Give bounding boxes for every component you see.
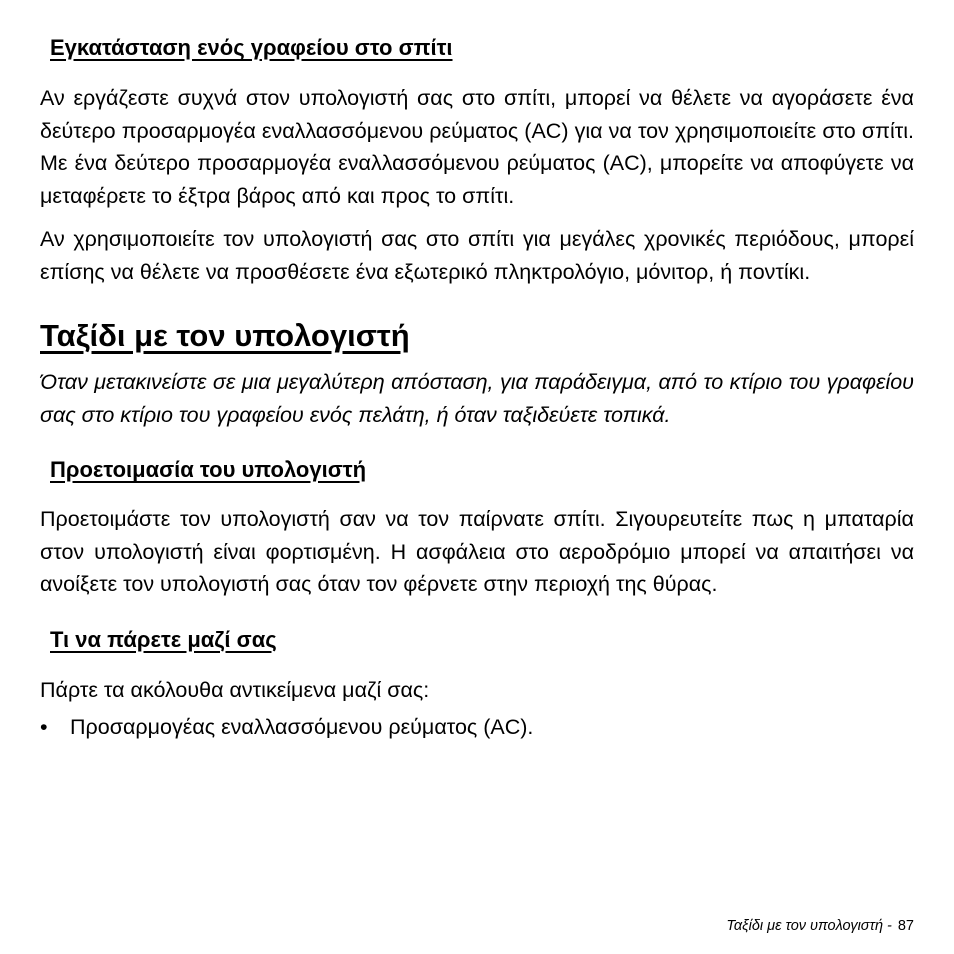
section-heading-what-to-bring: Τι να πάρετε μαζί σας [50,626,277,652]
chapter-heading-travel: Ταξίδι με τον υπολογιστή [40,318,410,353]
list-item-text: Προσαρμογέας εναλλασσόμενου ρεύματος (AC). [70,715,534,739]
section-heading-home-office: Εγκατάσταση ενός γραφείου στο σπίτι [50,35,453,60]
what-to-bring-paragraph: Πάρτε τα ακόλουθα αντικείμενα μαζί σας: [40,677,430,702]
section-heading-prepare: Προετοιμασία του υπολογιστή [50,457,367,482]
home-office-paragraph-1: Αν εργάζεστε συχνά στον υπολογιστή σας στο σπίτι, μπορεί να θέλετε να αγοράσετε ένα δεύτερο προσαρμογέα εναλλασσόμενου ρεύματος (AC) για να τον χρησιμοποιείτε στο σπίτι. Με ένα δεύτερο προσαρμογέα εναλλασσόμενου ρεύματος (AC), μπορείτε να αποφύγετε να μεταφέρετε το έξτρα βάρος από και προς το σπίτι. [40,86,914,208]
prepare-paragraph-1: Προετοιμάστε τον υπολογιστή σαν να τον παίρνατε σπίτι. Σιγουρευτείτε πως η μπαταρία στον υπολογιστή είναι φορτισμένη. Η ασφάλεια στο αεροδρόμιο μπορεί να απαιτήσει να ανοίξετε τον υπολογιστή σας όταν τον φέρνετε στην περιοχή της θύρας. [40,507,914,596]
bullet-icon: • [40,715,48,739]
running-title: Ταξίδι με τον υπολογιστή - [726,918,892,934]
home-office-paragraph-2: Αν χρησιμοποιείτε τον υπολογιστή σας στο σπίτι για μεγάλες χρονικές περιόδους, μπορεί επίσης να θέλετε να προσθέσετε ένα εξωτερικό πληκτρολόγιο, μόνιτορ, ή ποντίκι. [40,227,914,284]
page-footer [726,918,914,934]
page-number: 87 [897,918,914,934]
travel-intro-paragraph: Όταν μετακινείστε σε μια μεγαλύτερη απόσταση, για παράδειγμα, από το κτίριο του γραφείου σας στο κτίριο του γραφείου ενός πελάτη, ή όταν ταξιδεύετε τοπικά. [40,370,914,427]
document-page [40,0,914,744]
list-item [40,711,914,744]
